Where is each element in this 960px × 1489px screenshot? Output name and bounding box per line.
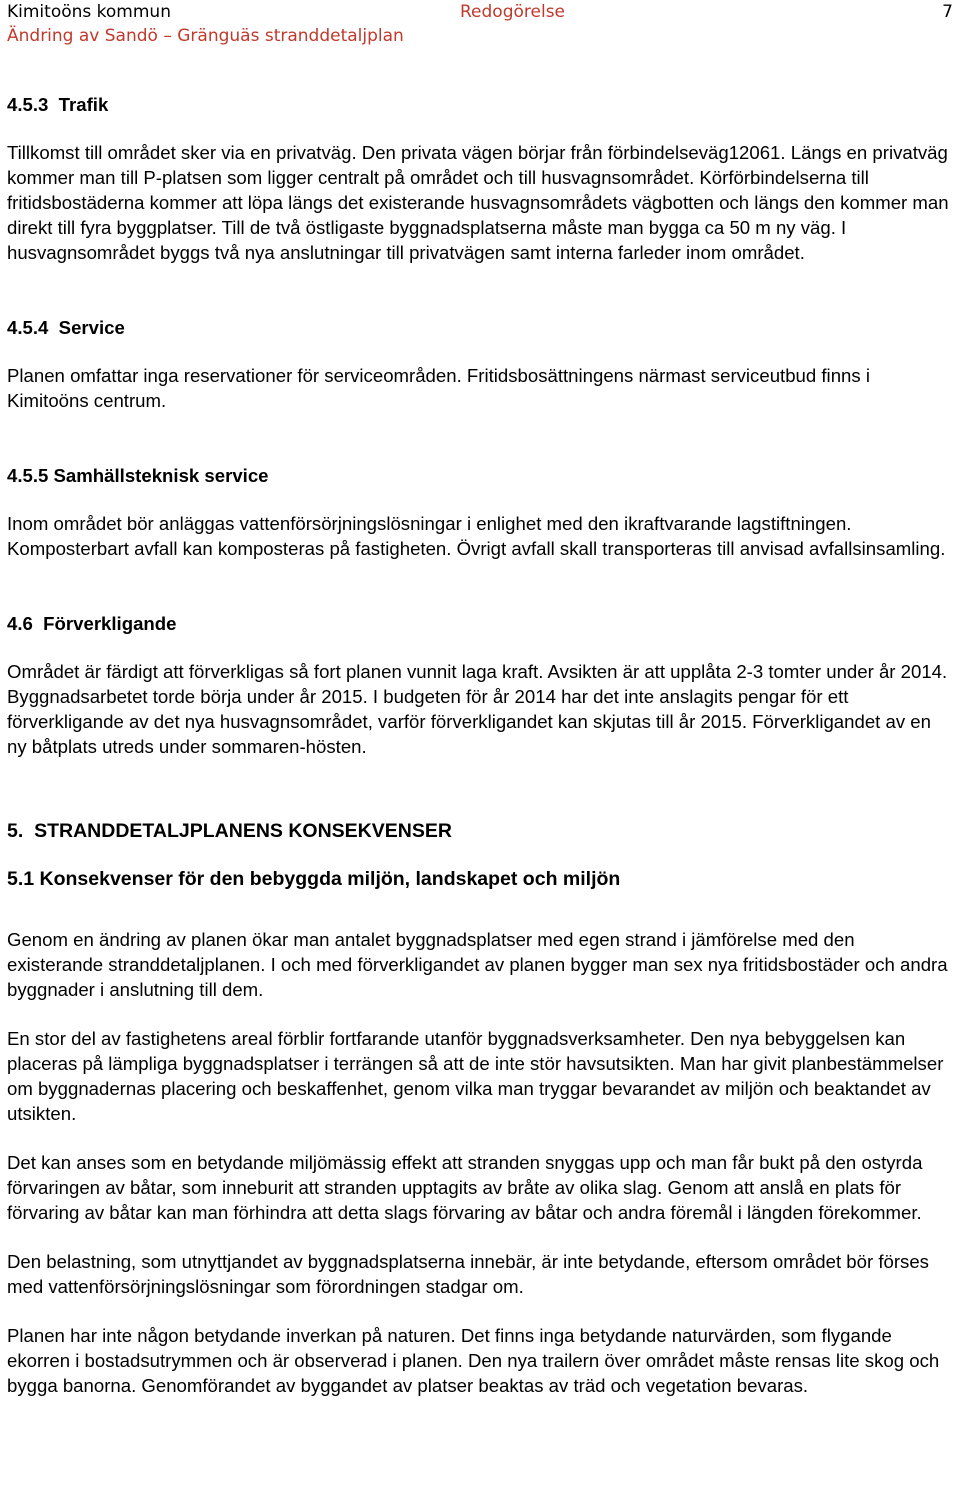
section-heading-samhallsteknisk: 4.5.5 Samhällsteknisk service [7, 465, 269, 486]
paragraph-trafik: Tillkomst till området sker via en privatväg. Den privata vägen börjar från förbindelseväg12061. Längs en privatväg kommer man till P-platsen som ligger centralt på området och till husvagnsområdet. Körförbindelserna till fritidsbostäderna kommer att löpa längs det existerande husvagnsområdets vägbotten och längs den kommer man direkt till fyra byggplatser. Till de två östligaste byggnadsplatserna måste man bygga ca 50 m ny väg. I husvagnsområdet byggs två nya anslutningar till privatvägen samt interna farleder inom området. [7, 142, 949, 263]
document-body [7, 92, 953, 1398]
chapter-heading-konsekvenser: 5. STRANDDETALJPLANENS KONSEKVENSER [7, 820, 452, 842]
section-heading-service: 4.5.4 Service [7, 317, 125, 338]
paragraph-service: Planen omfattar inga reservationer för serviceområden. Fritidsbosättningens närmast serviceutbud finns i Kimitoöns centrum. [7, 365, 870, 411]
paragraph-konsekvenser-5: Planen har inte någon betydande inverkan på naturen. Det finns inga betydande naturvärden, som flygande ekorren i bostadsutrymmen och är observerad i planen. Den nya trailern över området måste rensas lite skog och bygga banorna. Genomförandet av byggandet av platser beaktas av träd och vegetation bevaras. [7, 1325, 940, 1396]
section-heading-trafik: 4.5.3 Trafik [7, 94, 109, 115]
paragraph-konsekvenser-3: Det kan anses som en betydande miljömässig effekt att stranden snyggas upp och man får bukt på den ostyrda förvaringen av båtar, som inneburit att stranden upptagits av bråte av olika slag. Genom att anslå en plats för förvaring av båtar kan man förhindra att detta slags förvaring av båtar och andra föremål i längden förekommer. [7, 1152, 923, 1223]
document-type: Redogörelse [460, 2, 566, 22]
paragraph-konsekvenser-2: En stor del av fastighetens areal förblir fortfarande utanför byggnadsverksamheter. Den nya bebyggelsen kan placeras på lämpliga byggnadsplatser i terrängen så att de inte stör havsutsikten. Man har givit planbestämmelser om byggnadernas placering och beskaffenhet, genom vilka man tryggar bevarandet av miljön och beaktandet av utsikten. [7, 1028, 944, 1124]
paragraph-konsekvenser-1: Genom en ändring av planen ökar man antalet byggnadsplatser med egen strand i jämförelse med den existerande stranddetaljplanen. I och med förverkligandet av planen bygger man sex nya fritidsbostäder och andra byggnader i anslutning till dem. [7, 929, 948, 1000]
paragraph-forverkligande: Området är färdigt att förverkligas så fort planen vunnit laga kraft. Avsikten är att upplåta 2-3 tomter under år 2014. Byggnadsarbetet torde börja under år 2015. I budgeten för år 2014 har det inte anslagits pengar för ett förverkligande av det nya husvagnsområdet, varför förverkligandet kan skjutas till år 2015. Förverkligandet av en ny båtplats utreds under sommaren-hösten. [7, 661, 948, 757]
plan-title: Ändring av Sandö – Gränguäs stranddetaljplan [7, 26, 404, 46]
section-heading-forverkligande: 4.6 Förverkligande [7, 613, 177, 634]
organization-name: Kimitoöns kommun [7, 2, 171, 22]
paragraph-samhallsteknisk: Inom området bör anläggas vattenförsörjningslösningar i enlighet med den ikraftvarande lagstiftningen. Komposterbart avfall kan komposteras på fastigheten. Övrigt avfall skall transporteras till anvisad avfallsinsamling. [7, 513, 946, 559]
page-number: 7 [942, 2, 953, 22]
subsection-heading-konsekvenser: 5.1 Konsekvenser för den bebyggda miljön, landskapet och miljön [7, 868, 621, 890]
paragraph-konsekvenser-4: Den belastning, som utnyttjandet av byggnadsplatserna innebär, är inte betydande, eftersom området bör förses med vattenförsörjningslösningar som förordningen stadgar om. [7, 1251, 929, 1297]
page-header [7, 0, 953, 50]
